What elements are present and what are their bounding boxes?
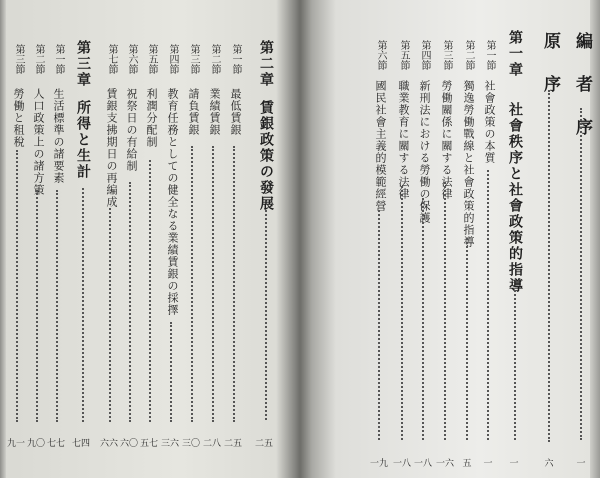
leader-line	[514, 290, 516, 440]
leader-line	[444, 182, 446, 440]
chapter2-title: 賃銀政策の發展	[258, 100, 274, 212]
chapter3-title: 所得と生計	[75, 100, 91, 180]
leader-line	[378, 210, 380, 440]
section-title: 請負賃銀	[187, 88, 200, 136]
section-page: 三六	[160, 439, 180, 449]
section-page: 九一	[6, 439, 26, 449]
leader-line	[191, 146, 193, 422]
page-edge-left	[0, 0, 6, 478]
section-page: 九〇	[26, 439, 46, 449]
section-title: 勞働と租稅	[12, 88, 25, 148]
chapter1-label: 第一章	[507, 30, 523, 78]
section-title: 賃銀支拂期日の再編成	[105, 88, 118, 208]
section-page: 七七	[46, 439, 66, 449]
leader-line	[212, 146, 214, 422]
section-page: 一六	[435, 459, 455, 469]
section-title: 業績賃銀	[208, 88, 221, 136]
section-label: 第一節	[484, 40, 495, 70]
section-label: 第四節	[419, 40, 430, 70]
section-label: 第四節	[167, 44, 178, 74]
leader-line	[548, 90, 550, 442]
leader-line	[149, 160, 151, 422]
section-page: 一八	[413, 459, 433, 469]
leader-line	[401, 186, 403, 440]
section-label: 第六節	[375, 40, 386, 70]
chapter1-title: 社會秩序と社會政策的指導	[507, 102, 523, 294]
section-page: 一	[483, 459, 493, 469]
chapter1-page: 一	[509, 459, 519, 469]
leader-line	[233, 146, 235, 422]
chapter2-page: 二五	[254, 439, 274, 449]
foreword-page: 六	[544, 459, 554, 469]
section-label: 第五節	[398, 40, 409, 70]
section-label: 第五節	[146, 44, 157, 74]
section-page: 三〇	[181, 439, 201, 449]
section-title: 祝祭日の有給制	[125, 88, 138, 172]
section-page: 六六	[99, 439, 119, 449]
section-label: 第一節	[53, 44, 64, 74]
section-page: 五七	[139, 439, 159, 449]
leader-line	[580, 108, 582, 440]
leader-line	[56, 190, 58, 422]
foreword-title: 原 序	[540, 32, 560, 95]
section-title: 利潤分配制	[145, 88, 158, 148]
section-label: 第二節	[209, 44, 220, 74]
leader-line	[16, 150, 18, 422]
section-title: 職業教育に關する法律	[397, 80, 410, 200]
section-title: 勞働關係に關する法律	[440, 80, 453, 200]
section-title: 最低賃銀	[229, 88, 242, 136]
section-page: 一八	[392, 459, 412, 469]
section-page: 五	[462, 459, 472, 469]
preface-page: 一	[576, 459, 586, 469]
section-label: 第一節	[230, 44, 241, 74]
section-label: 第六節	[126, 44, 137, 74]
leader-line	[265, 210, 267, 420]
leader-line	[82, 188, 84, 422]
section-title: 新刑法における勞働の保護	[418, 80, 431, 224]
section-page: 一九	[369, 459, 389, 469]
chapter3-label: 第三章	[75, 40, 91, 88]
section-page: 二五	[223, 439, 243, 449]
leader-line	[487, 170, 489, 440]
section-title: 生活標準の諸要素	[52, 88, 65, 184]
section-label: 第三節	[13, 44, 24, 74]
section-title: 社會政策の本質	[483, 80, 496, 164]
section-page: 二八	[202, 439, 222, 449]
section-label: 第二節	[33, 44, 44, 74]
section-label: 第三節	[188, 44, 199, 74]
chapter3-page: 七四	[71, 439, 91, 449]
section-page: 六〇	[119, 439, 139, 449]
section-title: 獨逸勞働戰線と社會政策的指導	[462, 80, 475, 248]
leader-line	[109, 208, 111, 422]
leader-line	[466, 238, 468, 440]
leader-line	[36, 190, 38, 422]
section-label: 第七節	[106, 44, 117, 74]
preface-title: 編 者 序	[572, 32, 592, 138]
leader-line	[129, 182, 131, 422]
section-title: 國民社會主義的模範經營	[374, 80, 387, 212]
section-label: 第三節	[441, 40, 452, 70]
leader-line	[422, 198, 424, 440]
leader-line	[170, 322, 172, 422]
chapter2-label: 第二章	[258, 40, 274, 88]
section-label: 第二節	[463, 40, 474, 70]
section-title: 人口政策上の諸方策	[32, 88, 45, 196]
section-title: 教育任務としての健全なる業績賃銀の採擇	[166, 88, 179, 316]
